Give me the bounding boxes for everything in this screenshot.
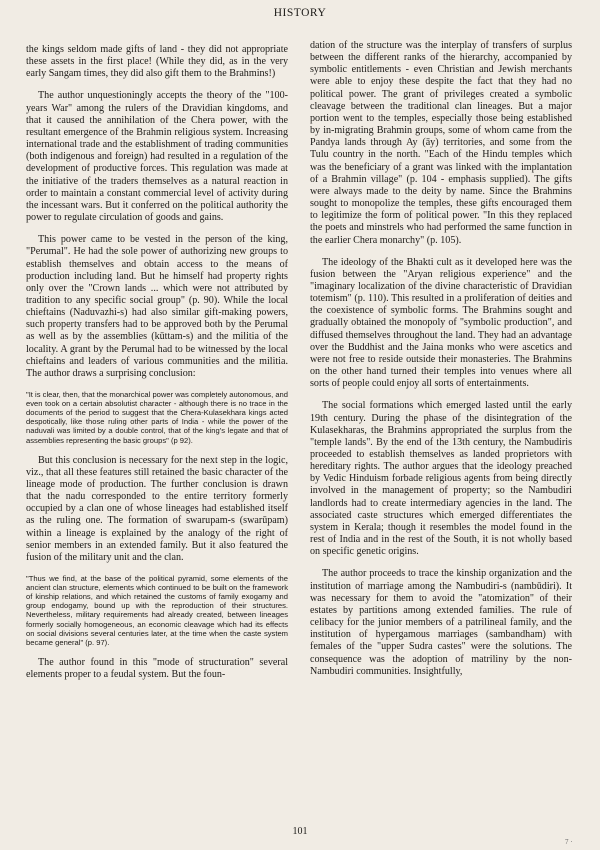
paragraph: This power came to be vested in the person of the king, "Perumal". He had the sole power of authorizing new groups to establish themselves and obtain access to the means of production including land. But he himself had property rights only over the "Crown lands ... which were not attributed by tradition to any specific social group" (p. 90). While the local chieftains (Naduvazhi-s) had also similar gift-making powers, such property transfers had to be approved both by the Perumal as well as by the assemblies (kūttam-s) and the militia of the locality. A grant by the Perumal had to be witnessed by the local chieftains and leaders of various communities and the militia. The author draws a surprising conclusion:	[26, 234, 288, 379]
paragraph: The ideology of the Bhakti cult as it developed here was the fusion between the "Aryan religious experience" and the "imaginary localization of the divine characteristic of Dravidian totemism" (p. 110). This resulted in a proliferation of deities and the coexistence of symbolic forms. The Brahmins sought and gradually obtained the monopoly of "symbolic production", and diffused themselves throughout the land. They had an advantage over the Buddhist and the Jaina monks who were ascetics and were not free to reside outside their monasteries. The Brahmins on the other hand turned their temples into venues where all sorts of people could enjoy all sorts of entertainments.	[310, 256, 572, 390]
page-number: 101	[292, 826, 308, 837]
left-column	[26, 44, 288, 691]
paragraph: But this conclusion is necessary for the next step in the logic, viz., that all these features still retained the basic character of the lineage mode of production. The further conclusion is drawn that the nadu corresponded to the entire territory formerly occupied by a clan one of whose lineages had established itself as the ruling one. The formation of swarupam-s (swarūpam) within a lineage is explained by the analogy of the right of senior members in an extended family. But it also featured the fusion of the military unit and the clan.	[26, 454, 288, 563]
paragraph: The author unquestioningly accepts the theory of the "100-years War" among the rulers of the Dravidian kingdoms, and that it caused the annihilation of the Chera power, with the resultant emergence of the Brahmin religious system. Increasing international trade and the establishment of trading communities (both indigenous and foreign) had resulted in a regulation of the development of productive forces. This regulation was made at the initiative of the traders themselves as a natural reaction in order to maintain a constant commercial level of activity during the incessant wars. But it conferred on the political authority the power to regulate circulation of goods and gains.	[26, 90, 288, 224]
right-column	[310, 40, 572, 688]
running-header: HISTORY	[273, 7, 327, 19]
paragraph: dation of the structure was the interplay of transfers of surplus between the different ranks of the hierarchy, accompanied by symbolic entitlements - even Christian and Jewish merchants were able to enjoy these despite the fact that they had no political power. The grant of privileges created a symbolic cleavage between the traditional clan lineages. But a major portion went to the temples, especially those being established by in-migrating Brahmin groups, some of whom came from the Pandya lands through Ay (āy) territories, and some from the Tulu country in the north. "Each of the Hindu temples which was the beneficiary of a grant was linked with the implantation of a Brahmin village" (p. 104 - emphasis supplied). The gifts were always made to the deity by name. Since the Brahmins sought to monopolize the temples, these gifts encouraged them to legitimize the form of political power. "In this they replaced the poets and minstrels who had performed the same function in the earlier Chera monarchy" (p. 105).	[310, 40, 572, 246]
paragraph: The author found in this "mode of structuration" several elements proper to a feudal system. But the foun-	[26, 656, 288, 680]
paragraph: The author proceeds to trace the kinship organization and the institution of marriage among the Nambudiri-s (nambūdiri). It was necessary for them to avoid the "atomization" of their estates by partitions among extended families. The rule of celibacy for the junior members of a patrilineal family, and the institution of hypergamous marriages (sambandham) with females of the "upper Sudra castes" were the solutions. The consequence was the adoption of matriliny by the non-Nambudiri communities. Insightfully,	[310, 568, 572, 677]
paragraph: the kings seldom made gifts of land - they did not appropriate these assets in the first place! (While they did, as in the very early Sangam times, they did also gift them to the Brahmins!)	[26, 44, 288, 80]
block-quote: "It is clear, then, that the monarchical power was completely autonomous, and even took on a certain absolutist character - although there is no trace in the documents of the period to suggest that the Chera-Kulasekhara kings acted despotically, like those ruling other parts of India - while the power of the naduvali was limited by a double control, that of the king's legate and that of assemblies representing the basic groups" (p 92).	[26, 390, 288, 445]
paragraph: The social formations which emerged lasted until the early 19th century. During the phase of the disintegration of the Kulasekharas, the Brahmins appropriated the surplus from the "temple lands". By the end of the 13th century, the Nambudiris proceeded to establish themselves as landed proprietors with hereditary rights. The author argues that the ideology preached by Vedic Hinduism forbade religious agents from being directly involved in the management of property; so the Nambudiri landlords had to create intermediary agencies in the land. The associated caste structures which emerged differentiates the system in Kerala; though it resembles the model found in the rest of India and in the rest of the South, it is not wholly based on specific genetic origins.	[310, 400, 572, 558]
block-quote: "Thus we find, at the base of the political pyramid, some elements of the ancient clan structure, elements which continued to be built on the framework of kinship relations, and which retained the customs of family exogamy and group endogamy, bound up with the reproduction of their structures. Nevertheless, military requirements had already created, between lineages formerly socially homogeneous, an economic cleavage which had its effects on social divisions several centuries later, at the time when the caste system became general" (p. 97).	[26, 574, 288, 647]
corner-mark: 7 ·	[565, 838, 573, 846]
